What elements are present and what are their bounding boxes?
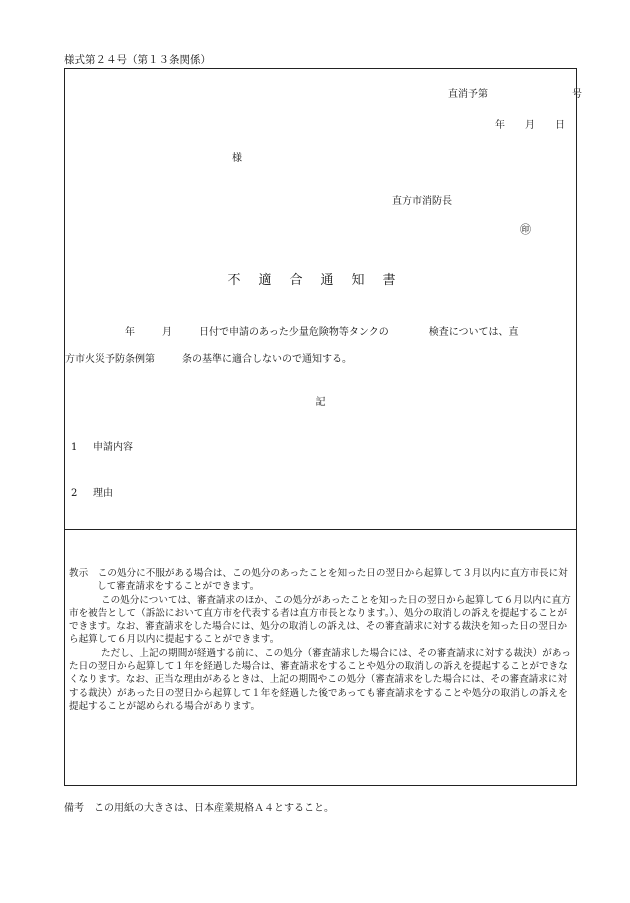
recipient: 様: [232, 153, 242, 164]
item-label: 申請内容: [93, 442, 133, 453]
item-application: [71, 438, 133, 453]
remarks-note: 備考 この用紙の大きさは、日本産業規格Ａ４とすること。: [64, 803, 334, 814]
notice-label: 教示: [69, 568, 89, 579]
seal-mark: ㊞: [520, 223, 531, 236]
document-number: [448, 85, 582, 100]
document-frame: [64, 68, 582, 786]
form-number: 様式第２４号（第１３条関係）: [64, 54, 211, 66]
document-title: 不適合通知書: [227, 273, 414, 288]
date-year: 年: [495, 120, 505, 131]
body-text: [65, 319, 578, 373]
doc-number-suffix: 号: [572, 89, 582, 100]
item-reason: [71, 484, 113, 499]
item-number: 2: [71, 488, 78, 499]
date-month: 月: [525, 120, 535, 131]
notice-paragraph-3: ただし、上記の期間が経過する前に、この処分（審査請求した場合には、その審査請求に対する裁決）があった日の翌日から起算して１年を経過した場合は、審査請求をすることや処分の取消しの訴えを提起することができなくなります。なお、正当な理由があるときは、上記の期間やこの処分（審査請求をした場合には、その審査請求に対する裁決）があった日の翌日から起算して１年を経過した後であっても審査請求をすることや処分の取消しの訴えを提起することが認められる場合があります。: [69, 647, 571, 712]
date-day: 日: [555, 120, 565, 131]
section-divider: [65, 529, 576, 530]
appeal-notice: [69, 567, 575, 713]
body-month: 月: [162, 327, 172, 338]
notice-paragraph-2: この処分については、審査請求のほか、この処分があったことを知った日の翌日から起算して６月以内に直方市を被告として（訴訟において直方市を代表する者は直方市長となります。）、処分の取消しの訴えを提起することができます。なお、審査請求をした場合には、処分の取消しの訴えは、その審査請求に対する裁決を知った日の翌日から起算して６月以内に提起することができます。: [69, 594, 571, 646]
body-year: 年: [125, 327, 135, 338]
issuer: 直方市消防長: [392, 196, 452, 207]
body-part3: 方市火災予防条例第: [65, 354, 155, 365]
body-part2: 検査については、直: [428, 327, 519, 338]
item-label: 理由: [93, 488, 113, 499]
record-heading: 記: [315, 397, 326, 408]
item-number: 1: [71, 442, 78, 453]
doc-number-prefix: 直消予第: [448, 89, 488, 100]
body-part4: 条の基準に適合しないので通知する。: [182, 354, 352, 365]
notice-paragraph-1: この処分に不服がある場合は、この処分のあったことを知った日の翌日から起算して３月以内に直方市長に対して審査請求をすることができます。: [97, 568, 568, 593]
issue-date: [485, 116, 575, 131]
body-part1: 日付で申請のあった少量危険物等タンクの: [199, 327, 389, 338]
